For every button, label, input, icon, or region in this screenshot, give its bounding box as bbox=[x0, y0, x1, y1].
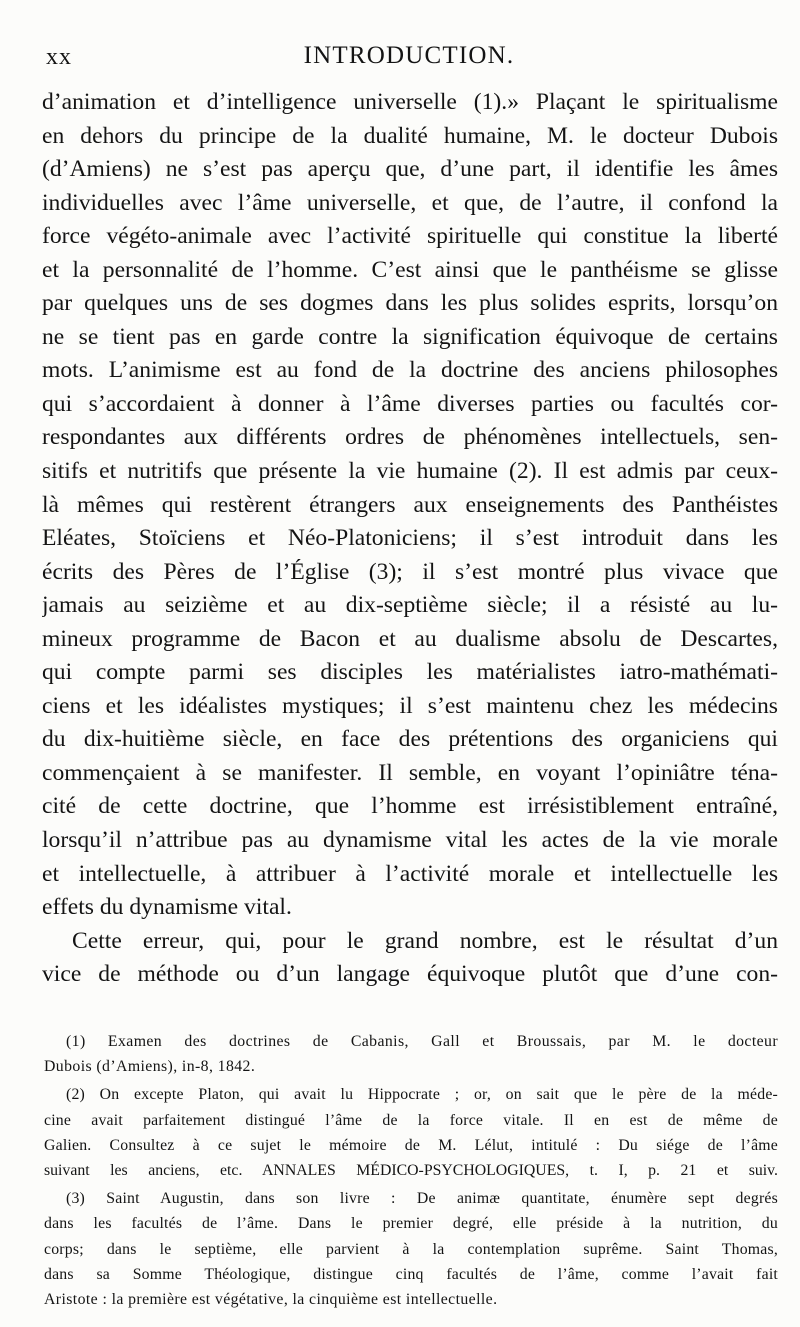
text-line: ne se tient pas en garde contre la signification équivoque de certains bbox=[42, 323, 778, 350]
footnote-3-line: corps; dans le septième, elle parvient à la contemplation suprême. Saint Thomas, bbox=[44, 1240, 778, 1258]
text-line: du dix-huitième siècle, en face des prétentions des organiciens qui bbox=[42, 726, 778, 753]
running-title: INTRODUCTION. bbox=[303, 42, 515, 69]
footnote-3-line: dans les facultés de l’âme. Dans le premier degré, elle préside à la nutrition, du bbox=[44, 1215, 778, 1233]
text-line: d’animation et d’intelligence universelle (1).» Plaçant le spiritualisme bbox=[42, 89, 778, 115]
footnote-1-line: Dubois (d’Amiens), in-8, 1842. bbox=[44, 1058, 256, 1076]
text-line: lorsqu’il n’attribue pas au dynamisme vital les actes de la vie morale bbox=[42, 827, 778, 854]
page-number: xx bbox=[46, 44, 72, 70]
text-line: jamais au seizième et au dix-septième siècle; il a résisté au lu- bbox=[42, 592, 778, 619]
text-line: cité de cette doctrine, que l’homme est irrésistiblement entraîné, bbox=[42, 793, 778, 820]
footnote-2-line: Galien. Consultez à ce sujet le mémoire de M. Lélut, intitulé : Du siége de l’âme bbox=[44, 1136, 778, 1154]
text-line: (d’Amiens) ne s’est pas aperçu que, d’une part, il identifie les âmes bbox=[42, 156, 778, 183]
text-line: Eléates, Stoïciens et Néo-Platoniciens; il s’est introduit dans les bbox=[42, 525, 778, 552]
footnote-2-line: suivant les anciens, etc. ANNALES MÉDICO-PSYCHOLOGIQUES, t. I, p. 21 et suiv. bbox=[44, 1161, 778, 1179]
footnote-3-line: Aristote : la première est végétative, la cinquième est intellectuelle. bbox=[44, 1290, 498, 1308]
text-line: et intellectuelle, à attribuer à l’activité morale et intellectuelle les bbox=[42, 860, 778, 887]
body-text bbox=[42, 86, 778, 992]
footnote-2-line: cine avait parfaitement distingué l’âme de la force vitale. Il en est de même de bbox=[44, 1111, 778, 1129]
text-line: mots. L’animisme est au fond de la doctrine des anciens philosophes bbox=[42, 357, 778, 384]
footnote-2-line: (2) On excepte Platon, qui avait lu Hippocrate ; or, on sait que le père de la méde- bbox=[66, 1086, 778, 1104]
page-header bbox=[40, 40, 778, 74]
text-line: individuelles avec l’âme universelle, et que, de l’autre, il confond la bbox=[42, 189, 778, 216]
text-line: ciens et les idéalistes mystiques; il s’est maintenu chez les médecins bbox=[42, 692, 778, 719]
text-line: force végéto-animale avec l’activité spirituelle qui constitue la liberté bbox=[42, 223, 778, 250]
footnotes bbox=[44, 1029, 778, 1312]
text-line: vice de méthode ou d’un langage équivoque plutôt que d’une con- bbox=[42, 961, 778, 988]
footnote-1-line: (1) Examen des doctrines de Cabanis, Gall et Broussais, par M. le docteur bbox=[66, 1033, 778, 1050]
text-line: écrits des Pères de l’Église (3); il s’est montré plus vivace que bbox=[42, 558, 778, 585]
text-line: qui s’accordaient à donner à l’âme diverses parties ou facultés cor- bbox=[42, 390, 778, 417]
text-line: sitifs et nutritifs que présente la vie humaine (2). Il est admis par ceux- bbox=[42, 458, 778, 485]
text-line: Cette erreur, qui, pour le grand nombre, est le résultat d’un bbox=[72, 927, 778, 954]
text-line: effets du dynamisme vital. bbox=[42, 894, 292, 921]
footnote-3-line: (3) Saint Augustin, dans son livre : De animæ quantitate, énumère sept degrés bbox=[66, 1190, 778, 1208]
text-line: là mêmes qui restèrent étrangers aux enseignements des Panthéistes bbox=[42, 491, 778, 518]
footnote-3-line: dans sa Somme Théologique, distingue cinq facultés de l’âme, comme l’avait fait bbox=[44, 1265, 778, 1283]
text-line: commençaient à se manifester. Il semble, en voyant l’opiniâtre téna- bbox=[42, 759, 778, 786]
text-line: mineux programme de Bacon et au dualisme absolu de Descartes, bbox=[42, 625, 778, 652]
text-line: respondantes aux différents ordres de phénomènes intellectuels, sen- bbox=[42, 424, 778, 451]
text-line: et la personnalité de l’homme. C’est ainsi que le panthéisme se glisse bbox=[42, 256, 778, 283]
text-line: en dehors du principe de la dualité humaine, M. le docteur Dubois bbox=[42, 122, 778, 149]
text-line: par quelques uns de ses dogmes dans les plus solides esprits, lorsqu’on bbox=[42, 290, 778, 317]
text-line: qui compte parmi ses disciples les matérialistes iatro-mathémati- bbox=[42, 659, 778, 686]
